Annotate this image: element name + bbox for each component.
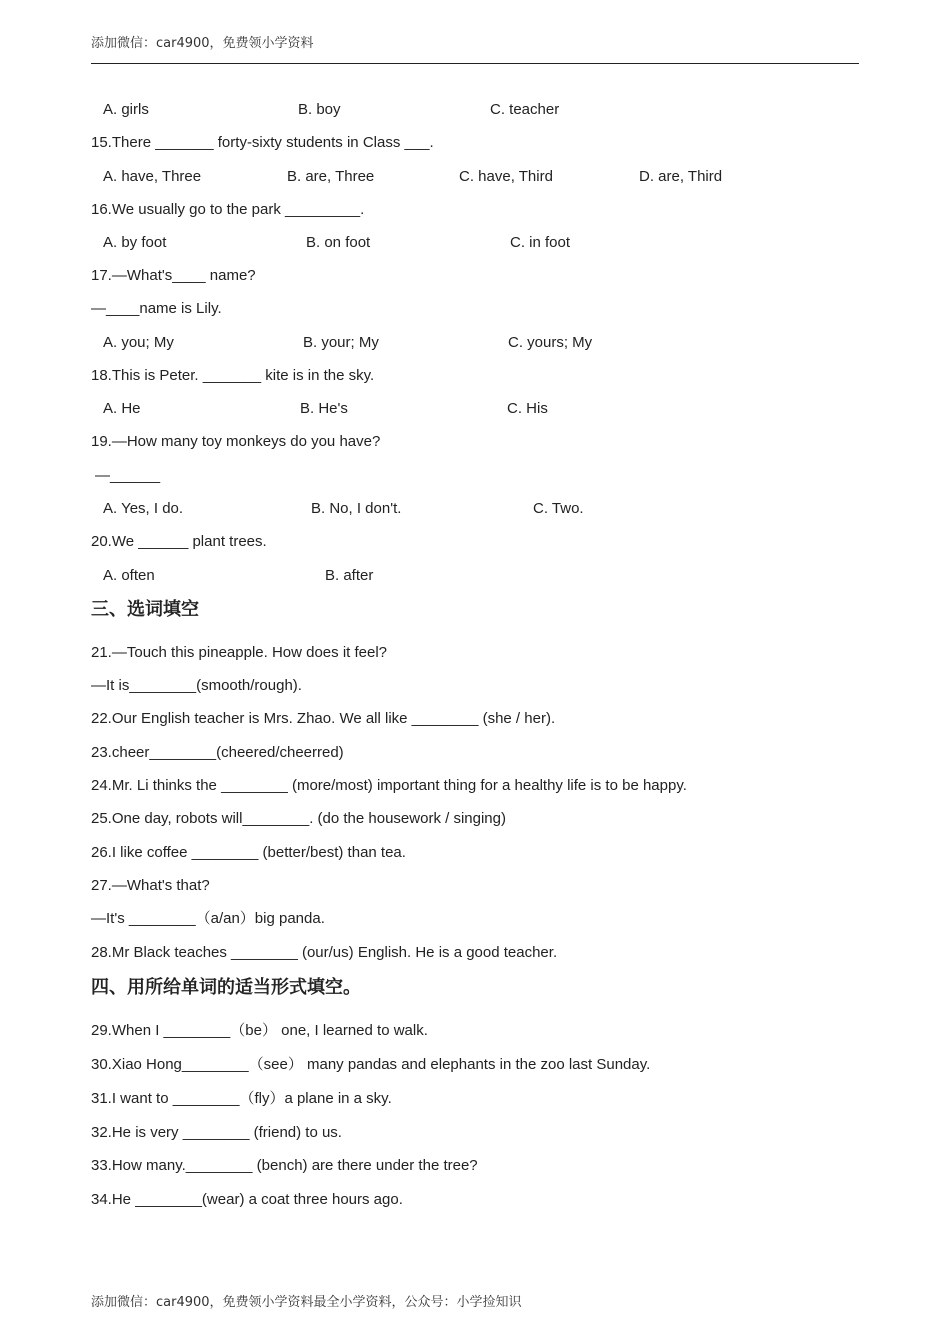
q15-option-c: C. have, Third — [459, 168, 553, 185]
q20-option-b: B. after — [325, 567, 374, 584]
q19-option-a: A. Yes, I do. — [103, 500, 184, 517]
section-4-title: 四、用所给单词的适当形式填空。 — [91, 977, 361, 998]
header-divider — [91, 63, 859, 64]
q16-option-a: A. by foot — [103, 234, 167, 251]
q17-option-c: C. yours; My — [508, 334, 593, 351]
q29-stem: 29.When I ________（be） one, I learned to walk. — [91, 1022, 428, 1039]
q23-stem: 23.cheer________(cheered/cheerred) — [91, 744, 344, 761]
q18-option-a: A. He — [103, 400, 141, 417]
q18-option-c: C. His — [507, 400, 548, 417]
q14-option-c: C. teacher — [490, 101, 560, 118]
q20-stem: 20.We ______ plant trees. — [91, 533, 267, 550]
q34-stem: 34.He ________(wear) a coat three hours ago. — [91, 1191, 403, 1208]
q16-stem: 16.We usually go to the park _________. — [91, 201, 365, 218]
page-footer-text: 添加微信：car4900，免费领小学资料最全小学资料，公众号：小学捡知识 — [91, 1295, 522, 1310]
q27-stem: 27.—What's that? — [91, 877, 210, 894]
q15-option-a: A. have, Three — [103, 168, 202, 185]
q21-reply: —It is________(smooth/rough). — [91, 677, 302, 694]
q30-stem: 30.Xiao Hong________（see） many pandas and elephants in the zoo last Sunday. — [91, 1056, 651, 1073]
q19-stem: 19.—How many toy monkeys do you have? — [91, 433, 381, 450]
q16-option-b: B. on foot — [306, 234, 371, 251]
q17-option-b: B. your; My — [303, 334, 379, 351]
q22-stem: 22.Our English teacher is Mrs. Zhao. We all like ________ (she / her). — [91, 710, 556, 727]
q31-stem: 31.I want to ________（fly）a plane in a sky. — [91, 1090, 392, 1107]
q18-stem: 18.This is Peter. _______ kite is in the sky. — [91, 367, 375, 384]
page-header-text: 添加微信：car4900，免费领小学资料 — [91, 36, 314, 51]
q32-stem: 32.He is very ________ (friend) to us. — [91, 1124, 342, 1141]
q27-reply: —It's ________（a/an）big panda. — [91, 910, 325, 927]
q14-option-a: A. girls — [103, 101, 149, 118]
q21-stem: 21.—Touch this pineapple. How does it feel? — [91, 644, 388, 661]
q25-stem: 25.One day, robots will________. (do the housework / singing) — [91, 810, 506, 827]
q16-option-c: C. in foot — [510, 234, 571, 251]
q18-option-b: B. He's — [300, 400, 348, 417]
q14-option-b: B. boy — [298, 101, 341, 118]
q17-option-a: A. you; My — [103, 334, 174, 351]
q33-stem: 33.How many.________ (bench) are there under the tree? — [91, 1157, 478, 1174]
q15-option-d: D. are, Third — [639, 168, 723, 185]
q19-stem-reply: —______ — [95, 467, 161, 484]
q17-stem: 17.—What's____ name? — [91, 267, 256, 284]
q20-option-a: A. often — [103, 567, 155, 584]
q15-option-b: B. are, Three — [287, 168, 375, 185]
q15-stem: 15.There _______ forty-sixty students in Class ___. — [91, 134, 434, 151]
q26-stem: 26.I like coffee ________ (better/best) than tea. — [91, 844, 406, 861]
section-3-title: 三、选词填空 — [91, 599, 199, 620]
q17-stem-reply: —____name is Lily. — [91, 300, 222, 317]
q28-stem: 28.Mr Black teaches ________ (our/us) English. He is a good teacher. — [91, 944, 558, 961]
q19-option-b: B. No, I don't. — [311, 500, 402, 517]
q19-option-c: C. Two. — [533, 500, 584, 517]
q24-stem: 24.Mr. Li thinks the ________ (more/most) important thing for a healthy life is to be happy. — [91, 777, 687, 794]
